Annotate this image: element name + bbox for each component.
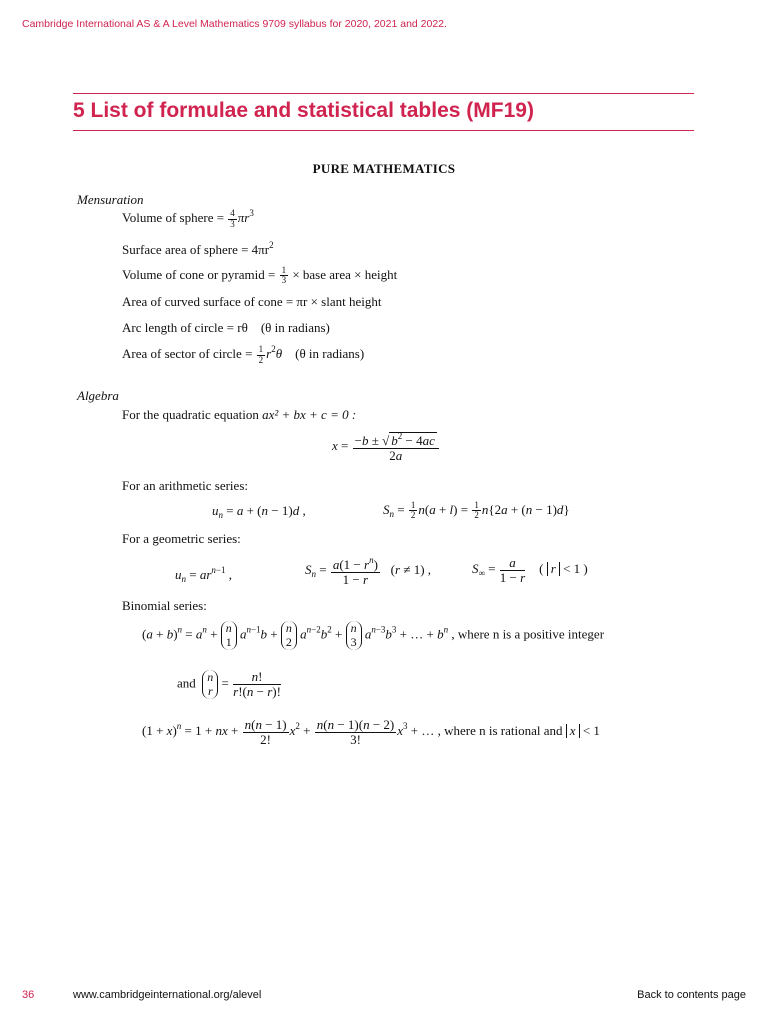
binomial-intro: Binomial series: bbox=[122, 598, 207, 613]
rational-note: , where n is rational and bbox=[437, 723, 563, 739]
arithmetic-sum: $S_n$ = $\frac{1}{2}$ n(a + l) = $\frac{1}{2}$ n{2a + (n − 1)d} bbox=[383, 500, 570, 521]
binomial-expansion-integer: $(a + b)^n = a^n$ + n 1 $a^{n-1}b$ + n 2 $a^{n-2}b^2$ + n 3 $a^{n-3}b^3$ + … + $b^n$ , where n is a positive integer bbox=[142, 621, 605, 650]
cone-volume-tail: × base area × height bbox=[292, 266, 398, 282]
quadratic-fraction: $\frac{-b \pm √ b^2 - 4ac}{2a}$ bbox=[353, 432, 439, 462]
quadratic-intro-label: For the quadratic equation bbox=[122, 407, 259, 422]
section-heading: PURE MATHEMATICS bbox=[312, 161, 456, 176]
cone-volume-formula bbox=[122, 266, 397, 286]
binomial-expansion-rational: $(1 + x)^n = 1$ + nx + $\frac{n(n - 1)}{2!}$ $x^2$ + $\frac{n(n - 1)(n - 2)}{3!}$ $x^3$ + … , where n is rational and x < 1 bbox=[142, 717, 600, 747]
syllabus-header: Cambridge International AS & A Level Mathematics 9709 syllabus for 2020, 2021 and 2022. bbox=[22, 18, 447, 30]
arithmetic-nth-term: $u_n = a + (n - 1)d$ , bbox=[212, 503, 306, 520]
geometric-sum-infinity: $S_\infty$ = $\frac{a}{1 - r}$ ( r < 1 ) bbox=[472, 555, 588, 585]
mensuration-heading: Mensuration bbox=[77, 192, 144, 207]
title-rule-top bbox=[73, 93, 694, 94]
arc-radians-note: (θ in radians) bbox=[260, 320, 330, 335]
arc-length-label: Arc length of circle = rθ bbox=[122, 320, 248, 335]
geometric-sum: $S_n$ = $\frac{a(1 - r^n)}{1 - r}$ (r ≠ 1) , bbox=[305, 555, 432, 587]
geometric-nth-term: $u_n = ar^{n-1}$ , bbox=[175, 565, 232, 584]
and-label: and bbox=[177, 675, 196, 691]
algebra-heading: Algebra bbox=[77, 388, 119, 403]
four-thirds-fraction: $\frac{4}{3}$ bbox=[230, 208, 235, 229]
arithmetic-intro: For an arithmetic series: bbox=[122, 478, 248, 493]
one-half-fraction: $\frac{1}{2}$ bbox=[258, 344, 264, 365]
sphere-volume-formula: Volume of sphere = $\frac{4}{3}$ $\pi r^3$ bbox=[122, 208, 254, 229]
sphere-area-formula: Surface area of sphere = $4\pi r^2$ bbox=[122, 240, 274, 257]
quadratic-intro bbox=[122, 407, 356, 423]
quadratic-equation: ax² + bx + c = 0 : bbox=[262, 407, 357, 422]
sphere-volume-label: Volume of sphere = bbox=[122, 210, 225, 225]
binomial-coefficient-definition: and n r = $\frac{n!}{r!(n - r)!}$ bbox=[177, 669, 281, 699]
cone-volume-label: Volume of cone or pyramid = bbox=[122, 266, 276, 282]
page-title: 5 List of formulae and statistical tables (MF19) bbox=[73, 99, 534, 122]
website-link[interactable]: www.cambridgeinternational.org/alevel bbox=[73, 989, 262, 1001]
one-third-fraction: $\frac{1}{3}$ bbox=[281, 265, 287, 286]
quadratic-formula: x = $\frac{-b \pm √ b^2 - 4ac}{2a}$ bbox=[332, 432, 440, 462]
sphere-area-label: Surface area of sphere = 4πr bbox=[122, 242, 270, 257]
title-rule-bottom bbox=[73, 130, 694, 131]
sector-radians-note: (θ in radians) bbox=[295, 346, 365, 361]
cone-surface-formula: Area of curved surface of cone = πr × slant height bbox=[122, 294, 382, 309]
geometric-intro: For a geometric series: bbox=[122, 531, 241, 546]
page-number: 36 bbox=[22, 989, 35, 1001]
sector-area-label: Area of sector of circle = bbox=[122, 346, 253, 361]
positive-integer-note: , where n is a positive integer bbox=[451, 626, 605, 642]
arc-length-formula bbox=[122, 320, 330, 336]
sector-area-formula: Area of sector of circle = $\frac{1}{2}$ $r^2\theta$ (θ in radians) bbox=[122, 344, 365, 365]
back-to-contents-link[interactable]: Back to contents page bbox=[637, 989, 746, 1001]
rational-condition: < 1 bbox=[582, 723, 600, 739]
